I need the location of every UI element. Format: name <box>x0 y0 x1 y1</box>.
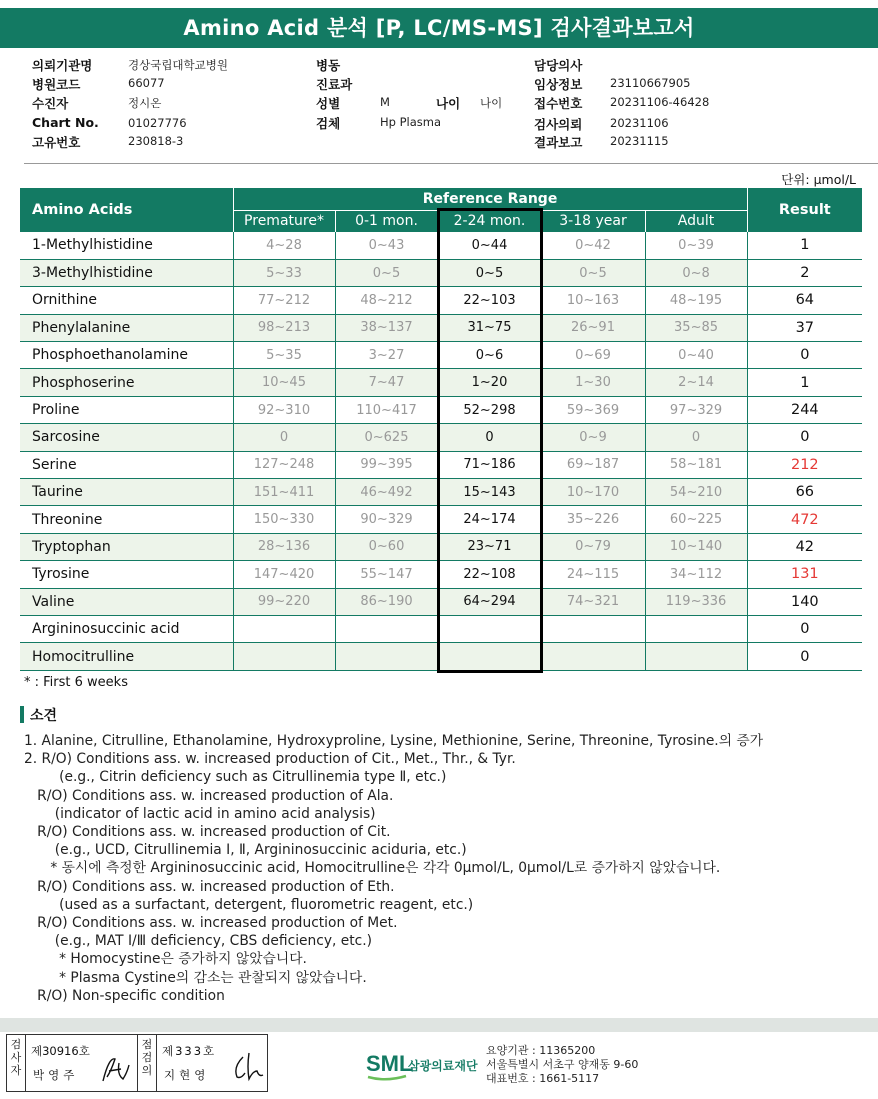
reference-range-cell: 26~91 <box>541 314 645 341</box>
svg-text:SML: SML <box>366 1051 413 1076</box>
reference-range-cell: 98~213 <box>233 314 335 341</box>
opinion-line: (e.g., UCD, Citrullinemia Ⅰ, Ⅱ, Argininosuccinic aciduria, etc.) <box>24 842 467 859</box>
reference-range-cell: 52~298 <box>438 396 541 423</box>
amino-acid-name: Homocitrulline <box>20 643 233 670</box>
reference-range-cell: 92~310 <box>233 396 335 423</box>
reference-range-cell: 0~5 <box>335 259 438 286</box>
col-header-0-1-mon: 0-1 mon. <box>335 210 438 232</box>
lab-code: 요양기관 : 11365200 <box>486 1044 596 1057</box>
reference-range-cell: 0~6 <box>438 342 541 369</box>
reference-range-cell: 0 <box>645 424 747 451</box>
amino-acid-name: 1-Methylhistidine <box>20 232 233 259</box>
opinion-line: R/O) Conditions ass. w. increased production of Cit. <box>24 824 391 841</box>
reference-range-cell: 99~395 <box>335 451 438 478</box>
opinion-line: (used as a surfactant, detergent, fluorometric reagent, etc.) <box>24 896 474 913</box>
reference-range-cell: 147~420 <box>233 561 335 588</box>
specimen-label: 검체 <box>316 116 341 131</box>
report-footer <box>0 1032 878 1099</box>
col-header-result: Result <box>747 188 862 232</box>
reference-range-cell: 0~42 <box>541 232 645 259</box>
reference-range-cell: 0~79 <box>541 533 645 560</box>
result-value: 66 <box>747 479 862 506</box>
opinion-body <box>24 732 874 1005</box>
reference-range-cell <box>335 643 438 670</box>
amino-acid-name: Tyrosine <box>20 561 233 588</box>
reference-range-cell <box>438 615 541 642</box>
amino-acid-name: Proline <box>20 396 233 423</box>
table-row <box>20 314 862 341</box>
amino-acid-name: Argininosuccinic acid <box>20 615 233 642</box>
reference-range-cell: 24~174 <box>438 506 541 533</box>
amino-acid-name: Ornithine <box>20 287 233 314</box>
reference-range-cell: 0~40 <box>645 342 747 369</box>
opinion-line: * Homocystine은 증가하지 않았습니다. <box>24 951 307 968</box>
reference-range-cell: 0~5 <box>541 259 645 286</box>
result-value: 212 <box>747 451 862 478</box>
request-date-label: 검사의뢰 <box>534 117 583 132</box>
result-value: 472 <box>747 506 862 533</box>
result-value: 131 <box>747 561 862 588</box>
opinion-line: R/O) Conditions ass. w. increased production of Eth. <box>24 878 395 895</box>
reference-range-cell: 55~147 <box>335 561 438 588</box>
examiner-label: 검 사 자 <box>10 1038 22 1077</box>
opinion-line: R/O) Non-specific condition <box>24 987 225 1004</box>
result-value: 1 <box>747 369 862 396</box>
footnote: * : First 6 weeks <box>24 675 128 690</box>
amino-acid-name: Phosphoserine <box>20 369 233 396</box>
info-divider <box>24 163 878 164</box>
reference-range-cell <box>541 643 645 670</box>
reference-range-cell: 10~163 <box>541 287 645 314</box>
examinee-value: 정시온 <box>128 96 162 110</box>
reference-range-cell: 15~143 <box>438 479 541 506</box>
examiner-name: 박영주 <box>33 1068 79 1082</box>
reference-range-cell: 2~14 <box>645 369 747 396</box>
reference-range-cell: 71~186 <box>438 451 541 478</box>
ward-label: 병동 <box>316 58 341 73</box>
reference-range-cell: 0~43 <box>335 232 438 259</box>
reference-range-cell: 22~103 <box>438 287 541 314</box>
opinion-line: 2. R/O) Conditions ass. w. increased production of Cit., Met., Thr., & Tyr. <box>24 751 516 768</box>
unique-no-label: 고유번호 <box>32 135 81 150</box>
amino-acid-name: Tryptophan <box>20 533 233 560</box>
report-date-label: 결과보고 <box>534 135 583 150</box>
result-value: 244 <box>747 396 862 423</box>
inspector-label: 점 검 의 <box>141 1038 153 1077</box>
reference-range-cell: 10~170 <box>541 479 645 506</box>
reference-range-cell: 10~140 <box>645 533 747 560</box>
table-row <box>20 643 862 670</box>
reference-range-cell: 7~47 <box>335 369 438 396</box>
inspector-name: 지현영 <box>164 1068 210 1082</box>
reference-range-cell: 1~30 <box>541 369 645 396</box>
reference-range-cell: 110~417 <box>335 396 438 423</box>
result-value: 0 <box>747 424 862 451</box>
examiner-signature-icon <box>99 1053 133 1085</box>
clinical-info-label: 임상정보 <box>534 77 583 92</box>
table-row <box>20 396 862 423</box>
reference-range-cell: 23~71 <box>438 533 541 560</box>
reference-range-cell: 22~108 <box>438 561 541 588</box>
table-row <box>20 259 862 286</box>
col-header-premature: Premature* <box>233 210 335 232</box>
col-header-2-24-mon: 2-24 mon. <box>438 210 541 232</box>
opinion-line: R/O) Conditions ass. w. increased production of Met. <box>24 915 398 932</box>
receipt-no-value: 20231106-46428 <box>610 95 710 109</box>
table-row <box>20 369 862 396</box>
hospital-label: 의뢰기관명 <box>32 58 93 73</box>
amino-acid-name: 3-Methylhistidine <box>20 259 233 286</box>
reference-range-cell: 0~8 <box>645 259 747 286</box>
reference-range-cell: 46~492 <box>335 479 438 506</box>
reference-range-cell <box>233 643 335 670</box>
reference-range-cell: 24~115 <box>541 561 645 588</box>
reference-range-cell: 54~210 <box>645 479 747 506</box>
inspector-signature-icon <box>229 1049 265 1085</box>
opinion-line: * 동시에 측정한 Argininosuccinic acid, Homocitrulline은 각각 0μmol/L, 0μmol/L로 증가하지 않았습니다. <box>24 860 721 877</box>
col-header-reference-range: Reference Range <box>233 188 747 210</box>
reference-range-cell: 151~411 <box>233 479 335 506</box>
reference-range-cell <box>645 643 747 670</box>
table-row <box>20 506 862 533</box>
table-row <box>20 287 862 314</box>
reference-range-cell: 4~28 <box>233 232 335 259</box>
reference-range-cell: 34~112 <box>645 561 747 588</box>
reference-range-cell: 35~85 <box>645 314 747 341</box>
reference-range-cell: 0~60 <box>335 533 438 560</box>
sex-value: M <box>380 95 390 109</box>
result-value: 37 <box>747 314 862 341</box>
reference-range-cell: 127~248 <box>233 451 335 478</box>
reference-range-cell: 38~137 <box>335 314 438 341</box>
opinion-line: (indicator of lactic acid in amino acid analysis) <box>24 805 376 822</box>
examiner-license-no: 제30916호 <box>31 1044 90 1058</box>
reference-range-cell: 99~220 <box>233 588 335 615</box>
reference-range-cell: 48~212 <box>335 287 438 314</box>
receipt-no-label: 접수번호 <box>534 96 583 111</box>
dept-label: 진료과 <box>316 77 353 92</box>
reference-range-cell: 35~226 <box>541 506 645 533</box>
patient-info <box>0 56 878 162</box>
lab-address: 서울특별시 서초구 양재동 9-60 <box>486 1058 639 1071</box>
reference-range-cell <box>541 615 645 642</box>
table-row <box>20 479 862 506</box>
reference-range-cell: 5~33 <box>233 259 335 286</box>
result-value: 0 <box>747 643 862 670</box>
sex-label: 성별 <box>316 96 341 111</box>
age-value: 나이 <box>480 96 503 110</box>
reference-range-cell: 97~329 <box>645 396 747 423</box>
report-title: Amino Acid 분석 [P, LC/MS-MS] 검사결과보고서 <box>0 8 878 48</box>
reference-range-cell <box>645 615 747 642</box>
chart-no-label: Chart No. <box>32 115 99 130</box>
opinion-heading <box>20 705 57 725</box>
col-header-amino-acids: Amino Acids <box>20 188 233 232</box>
amino-acid-name: Phenylalanine <box>20 314 233 341</box>
reference-range-cell <box>233 615 335 642</box>
table-row <box>20 588 862 615</box>
opinion-line: (e.g., Citrin deficiency such as Citrullinemia type Ⅱ, etc.) <box>24 769 447 786</box>
reference-range-cell: 0~625 <box>335 424 438 451</box>
amino-acid-name: Serine <box>20 451 233 478</box>
reference-range-cell: 1~20 <box>438 369 541 396</box>
result-value: 1 <box>747 232 862 259</box>
reference-range-cell: 0~69 <box>541 342 645 369</box>
lab-phone: 대표번호 : 1661-5117 <box>486 1072 600 1085</box>
reference-range-cell: 28~136 <box>233 533 335 560</box>
table-row <box>20 561 862 588</box>
opinion-line: 1. Alanine, Citrulline, Ethanolamine, Hydroxyproline, Lysine, Methionine, Serine, Threonine, Tyrosine.의 증가 <box>24 733 764 749</box>
result-value: 0 <box>747 615 862 642</box>
examinee-label: 수진자 <box>32 96 69 111</box>
result-value: 140 <box>747 588 862 615</box>
hospital-code-value: 66077 <box>128 76 165 90</box>
result-value: 0 <box>747 342 862 369</box>
reference-range-cell: 58~181 <box>645 451 747 478</box>
reference-range-cell: 64~294 <box>438 588 541 615</box>
age-label: 나이 <box>436 96 461 111</box>
footer-band <box>0 1018 878 1032</box>
table-row <box>20 533 862 560</box>
col-header-adult: Adult <box>645 210 747 232</box>
reference-range-cell: 150~330 <box>233 506 335 533</box>
opinion-line: (e.g., MAT Ⅰ/Ⅲ deficiency, CBS deficiency, etc.) <box>24 933 373 950</box>
request-date-value: 20231106 <box>610 116 669 130</box>
reference-range-cell: 90~329 <box>335 506 438 533</box>
reference-range-cell: 119~336 <box>645 588 747 615</box>
hospital-code-label: 병원코드 <box>32 77 81 92</box>
reference-range-cell <box>438 643 541 670</box>
reference-range-cell: 10~45 <box>233 369 335 396</box>
report-date-value: 20231115 <box>610 134 669 148</box>
reference-range-cell: 0~44 <box>438 232 541 259</box>
reference-range-cell: 60~225 <box>645 506 747 533</box>
table-row <box>20 615 862 642</box>
reference-range-cell: 77~212 <box>233 287 335 314</box>
table-row <box>20 451 862 478</box>
amino-acid-table <box>20 188 862 671</box>
reference-range-cell: 86~190 <box>335 588 438 615</box>
specimen-value: Hp Plasma <box>380 115 442 129</box>
table-row <box>20 424 862 451</box>
reference-range-cell: 0~5 <box>438 259 541 286</box>
reference-range-cell: 3~27 <box>335 342 438 369</box>
table-row <box>20 232 862 259</box>
reference-range-cell: 0 <box>438 424 541 451</box>
amino-acid-name: Taurine <box>20 479 233 506</box>
chart-no-value: 01027776 <box>128 116 187 130</box>
lab-name: 삼광의료재단 <box>408 1059 478 1073</box>
reference-range-cell <box>335 615 438 642</box>
signature-box <box>6 1034 268 1092</box>
table-row <box>20 342 862 369</box>
reference-range-cell: 74~321 <box>541 588 645 615</box>
result-value: 2 <box>747 259 862 286</box>
reference-range-cell: 69~187 <box>541 451 645 478</box>
lab-info <box>486 1044 638 1086</box>
opinion-line: * Plasma Cystine의 감소는 관찰되지 않았습니다. <box>24 969 367 986</box>
opinion-line: R/O) Conditions ass. w. increased production of Ala. <box>24 787 394 804</box>
amino-acid-name: Threonine <box>20 506 233 533</box>
clinical-info-value: 23110667905 <box>610 76 691 90</box>
reference-range-cell: 31~75 <box>438 314 541 341</box>
unique-no-value: 230818-3 <box>128 134 184 148</box>
amino-acid-name: Valine <box>20 588 233 615</box>
reference-range-cell: 59~369 <box>541 396 645 423</box>
doctor-label: 담당의사 <box>534 58 583 73</box>
reference-range-cell: 0 <box>233 424 335 451</box>
reference-range-cell: 5~35 <box>233 342 335 369</box>
reference-range-cell: 0~9 <box>541 424 645 451</box>
amino-acid-name: Phosphoethanolamine <box>20 342 233 369</box>
amino-acid-name: Sarcosine <box>20 424 233 451</box>
result-value: 42 <box>747 533 862 560</box>
result-value: 64 <box>747 287 862 314</box>
unit-label: 단위: μmol/L <box>781 172 856 187</box>
reference-range-cell: 48~195 <box>645 287 747 314</box>
hospital-value: 경상국립대학교병원 <box>128 58 228 72</box>
opinion-heading-text: 소견 <box>30 708 58 724</box>
reference-range-cell: 0~39 <box>645 232 747 259</box>
inspector-license-no: 제333호 <box>162 1044 217 1058</box>
col-header-3-18-year: 3-18 year <box>541 210 645 232</box>
